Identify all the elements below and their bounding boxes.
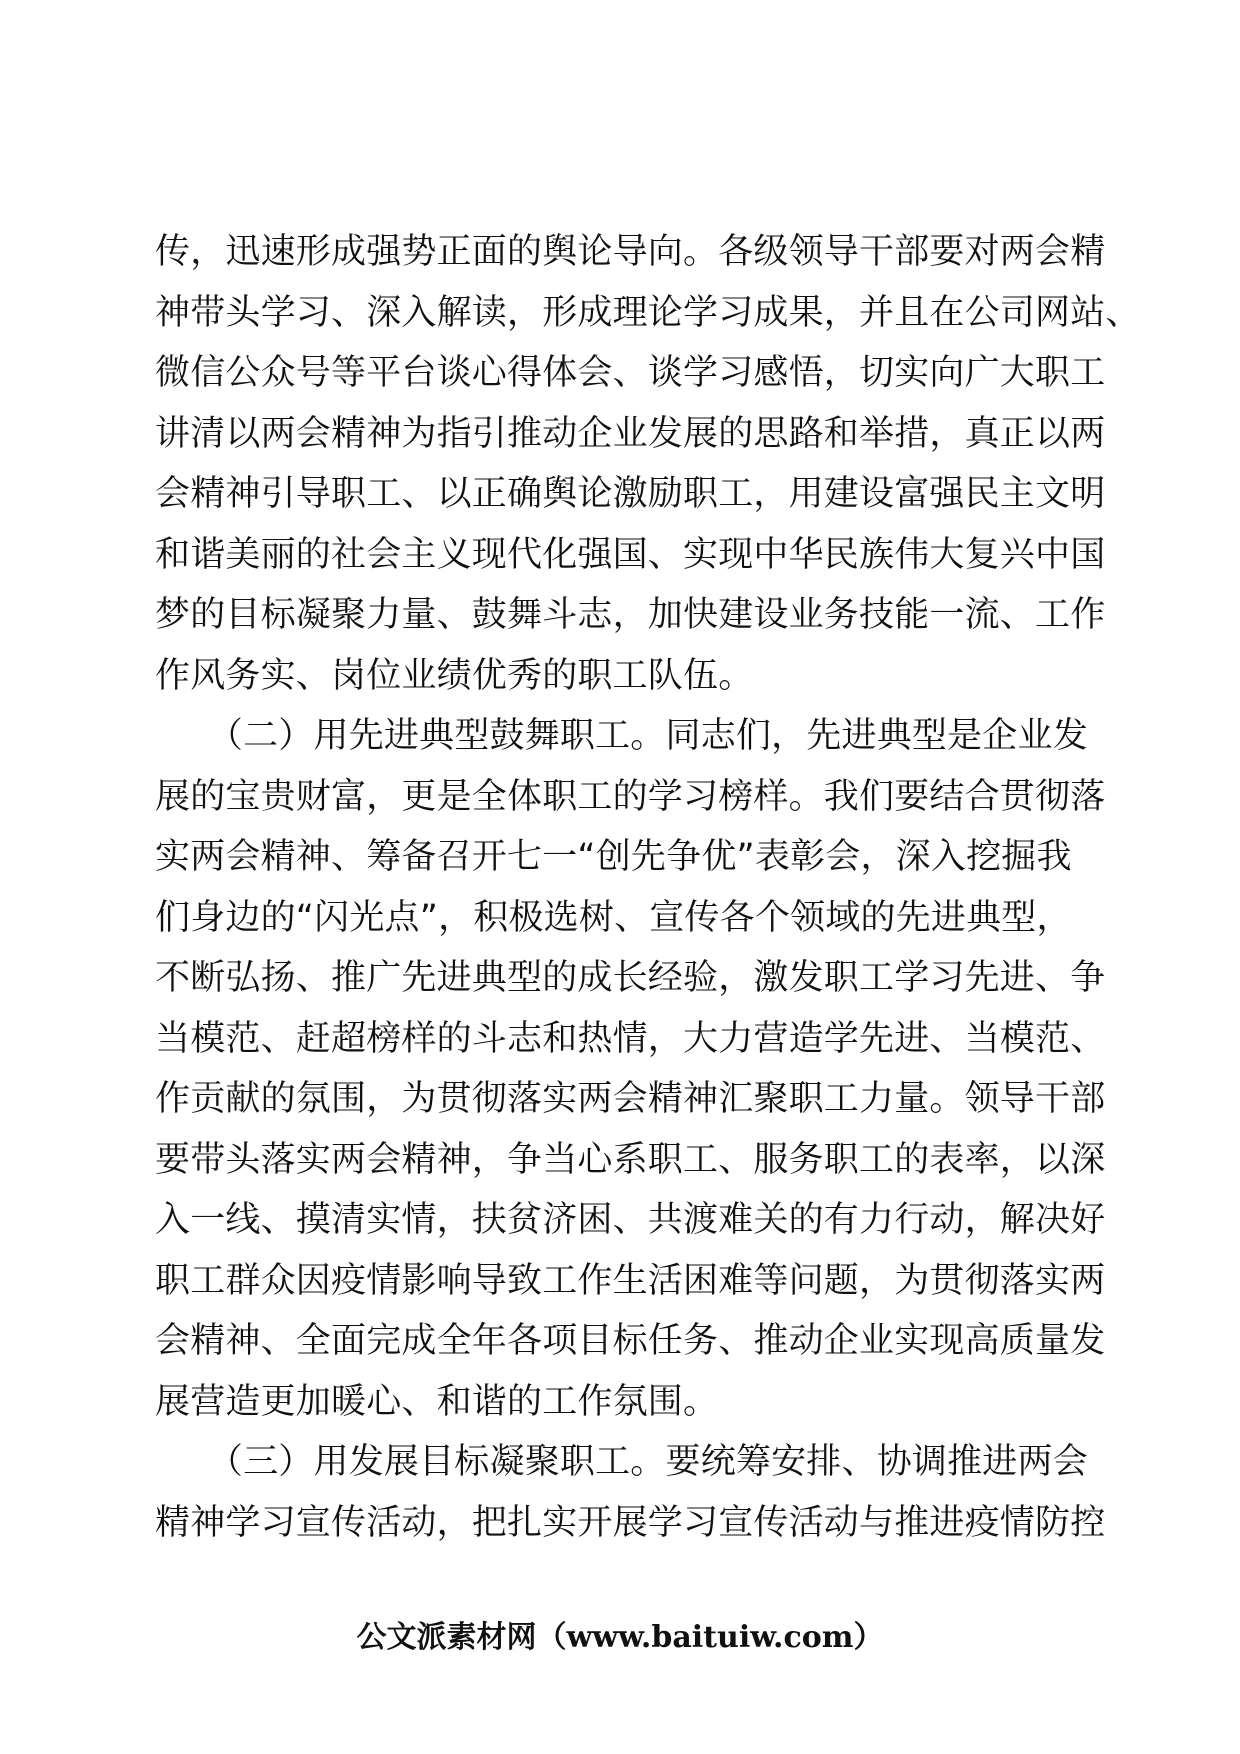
text-line: 不断弘扬、推广先进典型的成长经验，激发职工学习先进、争 (155, 958, 1106, 998)
text-line: 入一线、摸清实情，扶贫济困、共渡难关的有力行动，解决好 (155, 1200, 1106, 1240)
text-line: （二）用先进典型鼓舞职工。同志们，先进典型是企业发 (155, 716, 1088, 756)
footer-watermark: 公文派素材网（www.baituiw.com） (356, 1620, 884, 1655)
text-line: 当模范、赶超榜样的斗志和热情，大力营造学先进、当模范、 (155, 1018, 1106, 1059)
text-line: 展的宝贵财富，更是全体职工的学习榜样。我们要结合贯彻落 (155, 776, 1106, 817)
text-line: 微信公众号等平台谈心得体会、谈学习感悟，切实向广大职工 (155, 353, 1106, 393)
text-line: 和谐美丽的社会主义现代化强国、实现中华民族伟大复兴中国 (155, 534, 1106, 575)
text-line: 神带头学习、深入解读，形成理论学习成果，并且在公司网站、 (155, 292, 1141, 333)
text-line: 传，迅速形成强势正面的舆论导向。各级领导干部要对两会精 (155, 232, 1106, 272)
text-line: 们身边的“闪光点”，积极选树、宣传各个领域的先进典型， (155, 897, 1072, 938)
text-line: 展营造更加暖心、和谐的工作氛围。 (155, 1381, 719, 1422)
text-line: 会精神引导职工、以正确舆论激励职工，用建设富强民主文明 (155, 474, 1106, 514)
text-line: 要带头落实两会精神，争当心系职工、服务职工的表率，以深 (155, 1139, 1106, 1180)
text-line: 讲清以两会精神为指引推动企业发展的思路和举措，真正以两 (155, 413, 1106, 454)
text-line: 职工群众因疫情影响导致工作生活困难等问题，为贯彻落实两 (155, 1260, 1106, 1301)
text-line: 实两会精神、筹备召开七一“创先争优”表彰会，深入挖掘我 (155, 837, 1072, 877)
text-line: （三）用发展目标凝聚职工。要统筹安排、协调推进两会 (155, 1442, 1088, 1482)
text-line: 作贡献的氛围，为贯彻落实两会精神汇聚职工力量。领导干部 (155, 1079, 1106, 1119)
body-text (155, 222, 1141, 1553)
text-line: 精神学习宣传活动，把扎实开展学习宣传活动与推进疫情防控 (155, 1502, 1106, 1543)
text-line: 作风务实、岗位业绩优秀的职工队伍。 (155, 655, 754, 696)
text-line: 梦的目标凝聚力量、鼓舞斗志，加快建设业务技能一流、工作 (155, 595, 1106, 635)
text-line: 会精神、全面完成全年各项目标任务、推动企业实现高质量发 (155, 1321, 1106, 1361)
